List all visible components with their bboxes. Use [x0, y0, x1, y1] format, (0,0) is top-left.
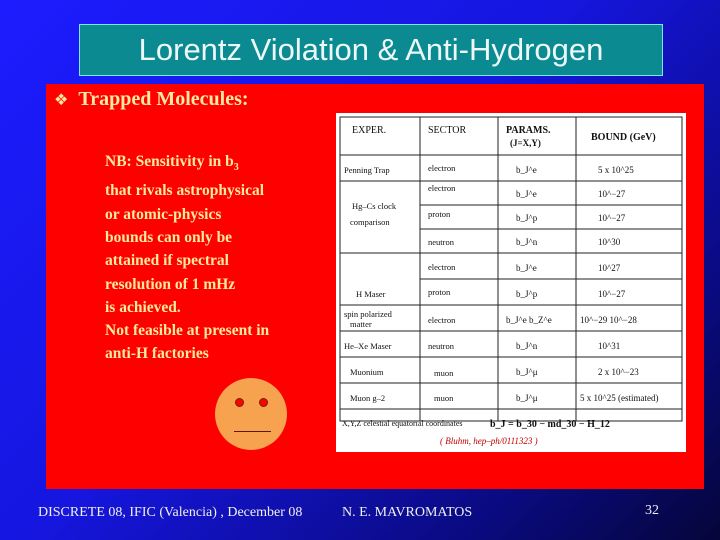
nb-line: resolution of 1 mHz [105, 275, 236, 293]
exper-label: Muonium [350, 367, 384, 377]
bounds-table [336, 113, 686, 452]
table-formula: b_J = b_30 − md_30 − H_12 [490, 419, 610, 430]
param-cell: b_J^μ [516, 393, 538, 403]
sector-cell: electron [428, 315, 456, 325]
nb-line: Not feasible at present in [105, 322, 270, 340]
bound-cell: 10^27 [598, 263, 621, 273]
exper-label: comparison [350, 217, 390, 227]
nb-line: is achieved. [105, 298, 181, 316]
header-exper: EXPER. [352, 125, 387, 136]
param-cell: b_J^e b_Z^e [506, 315, 552, 325]
exper-label: matter [350, 319, 372, 329]
bound-cell: 10^31 [598, 341, 621, 351]
face-eye-left [235, 398, 244, 407]
nb-line: NB: Sensitivity in $b_3$ [105, 153, 239, 174]
nb-line: attained if spectral [105, 252, 229, 270]
face-eye-right [259, 398, 268, 407]
bound-cell: 10^−29 10^−28 [580, 315, 637, 325]
param-cell: b_J^p [516, 289, 538, 299]
param-cell: b_J^p [516, 213, 538, 223]
header-params-sub: (J=X,Y) [510, 138, 541, 148]
bullet-icon: ❖ [54, 90, 69, 109]
sector-cell: neutron [428, 237, 454, 247]
slide-title-box [79, 24, 663, 76]
bound-cell: 10^30 [598, 237, 621, 247]
page-number: 32 [645, 503, 659, 518]
param-cell: b_J^e [516, 263, 537, 273]
exper-label: Muon g–2 [350, 393, 386, 403]
sector-cell: proton [428, 209, 451, 219]
table-citation: ( Bluhm, hep–ph/0111323 ) [440, 436, 538, 446]
param-cell: b_J^μ [516, 367, 538, 377]
sector-cell: proton [428, 287, 451, 297]
footer-conference: DISCRETE 08, IFIC (Valencia) , December 08 [38, 505, 303, 520]
sector-cell: electron [428, 163, 456, 173]
exper-label: Penning Trap [344, 165, 390, 175]
header-bound: BOUND (GeV) [591, 132, 656, 143]
sector-cell: muon [434, 393, 454, 403]
table-footnote: X,Y,Z celestial equatorial coordinates [342, 419, 463, 428]
exper-label: spin polarized [344, 309, 392, 319]
bound-cell: 10^−27 [598, 289, 626, 299]
bullet-heading [54, 88, 249, 111]
neutral-face-icon [215, 378, 287, 450]
bound-cell: 2 x 10^−23 [598, 367, 639, 377]
bound-cell: 5 x 10^25 (estimated) [580, 393, 659, 403]
nb-line: that rivals astrophysical [105, 182, 265, 200]
header-sector: SECTOR [428, 125, 467, 136]
sector-cell: neutron [428, 341, 454, 351]
nb-text-block [105, 150, 320, 366]
footer-author: N. E. MAVROMATOS [342, 505, 473, 520]
param-cell: b_J^e [516, 189, 537, 199]
bound-cell: 5 x 10^25 [598, 165, 634, 175]
sector-cell: electron [428, 262, 456, 272]
face-mouth [234, 431, 271, 432]
sector-cell: electron [428, 183, 456, 193]
bound-cell: 10^−27 [598, 189, 626, 199]
nb-line: bounds can only be [105, 228, 233, 246]
heading-text: Trapped Molecules: [78, 88, 249, 110]
bound-cell: 10^−27 [598, 213, 626, 223]
slide-title: Lorentz Violation & Anti-Hydrogen [138, 32, 604, 67]
exper-label: Hg–Cs clock [352, 201, 397, 211]
sector-cell: muon [434, 368, 454, 378]
exper-label: He–Xe Maser [344, 341, 392, 351]
header-params: PARAMS. [506, 125, 551, 136]
param-cell: b_J^n [516, 237, 538, 247]
param-cell: b_J^n [516, 341, 538, 351]
nb-line: anti-H factories [105, 345, 209, 363]
nb-line: or atomic-physics [105, 205, 222, 223]
exper-label: H Maser [356, 289, 386, 299]
param-cell: b_J^e [516, 165, 537, 175]
bounds-table-image [336, 113, 686, 452]
